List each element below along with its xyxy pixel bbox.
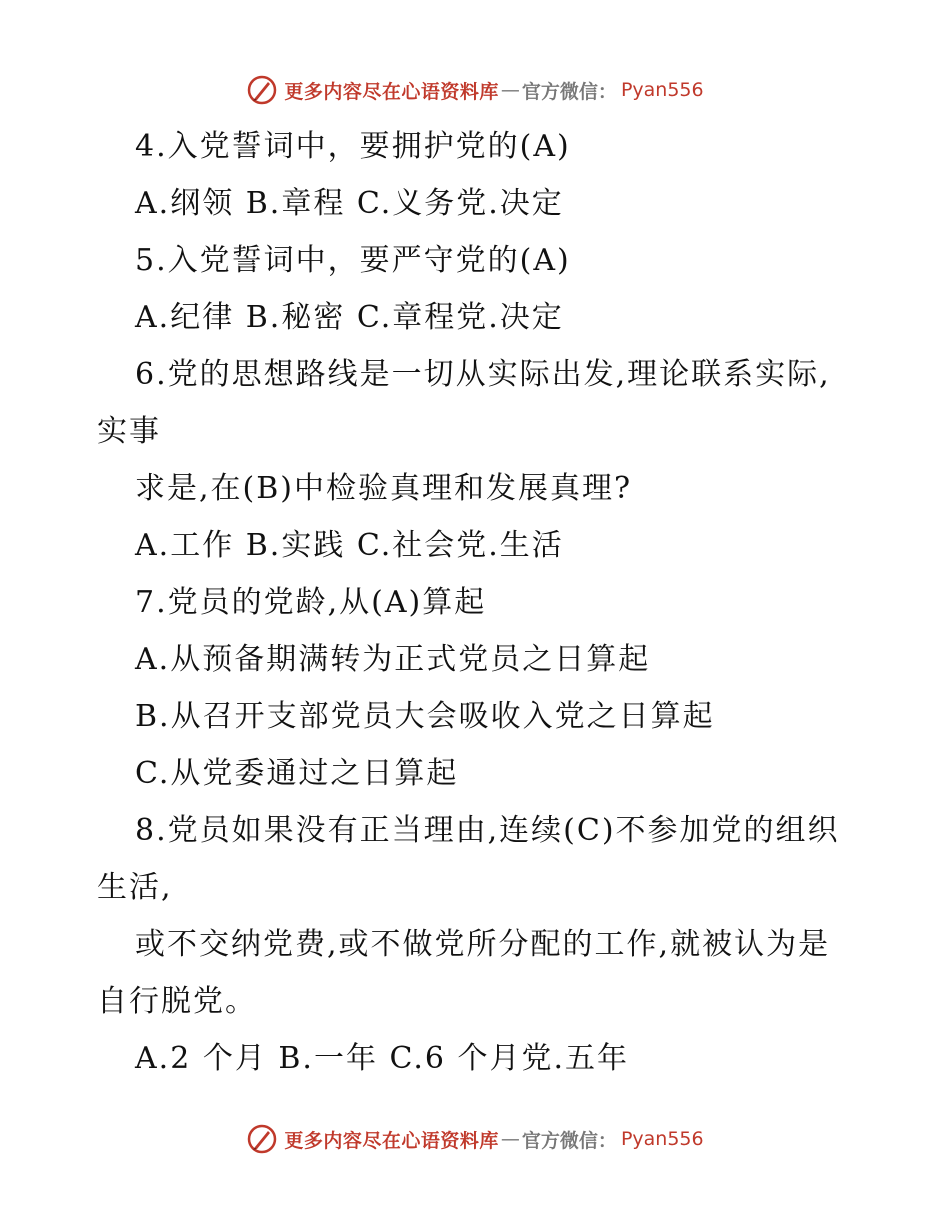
text-line: B.从召开支部党员大会吸收入党之日算起 bbox=[135, 699, 715, 734]
watermark-separator: — bbox=[500, 1128, 520, 1150]
feather-pen-logo-icon bbox=[246, 1123, 278, 1155]
text-line: A.工作 B.实践 C.社会党.生活 bbox=[135, 528, 564, 563]
text-line: A.从预备期满转为正式党员之日算起 bbox=[135, 642, 651, 677]
text-line: A.2 个月 B.一年 C.6 个月党.五年 bbox=[135, 1041, 630, 1076]
document-body bbox=[97, 118, 857, 1087]
text-line: 求是,在(B)中检验真理和发展真理? bbox=[135, 471, 633, 506]
wechat-label: 官方微信： bbox=[521, 80, 617, 103]
text-line: A.纪律 B.秘密 C.章程党.决定 bbox=[135, 300, 564, 335]
watermark-banner-bottom bbox=[0, 1117, 950, 1161]
text-line: A.纲领 B.章程 C.义务党.决定 bbox=[135, 186, 564, 221]
watermark-banner-top bbox=[0, 68, 950, 112]
text-line: 8.党员如果没有正当理由,连续(C)不参加党的组织生活, bbox=[97, 813, 840, 905]
watermark-separator: — bbox=[500, 79, 520, 101]
watermark-text: 更多内容尽在心语资料库 bbox=[284, 1129, 499, 1152]
text-line: 4.入党誓词中，要拥护党的(A) bbox=[135, 129, 571, 164]
text-line: 6.党的思想路线是一切从实际出发,理论联系实际,实事 bbox=[97, 357, 831, 449]
wechat-label: 官方微信： bbox=[521, 1129, 617, 1152]
feather-pen-logo-icon bbox=[246, 74, 278, 106]
text-line: 7.党员的党龄,从(A)算起 bbox=[135, 585, 487, 620]
text-line: 5.入党誓词中，要严守党的(A) bbox=[135, 243, 571, 278]
wechat-id: Pyan556 bbox=[620, 79, 704, 101]
text-line: 或不交纳党费,或不做党所分配的工作,就被认为是自行脱党。 bbox=[97, 927, 831, 1019]
watermark-text: 更多内容尽在心语资料库 bbox=[284, 80, 499, 103]
text-line: C.从党委通过之日算起 bbox=[135, 756, 459, 791]
wechat-id: Pyan556 bbox=[620, 1128, 704, 1150]
